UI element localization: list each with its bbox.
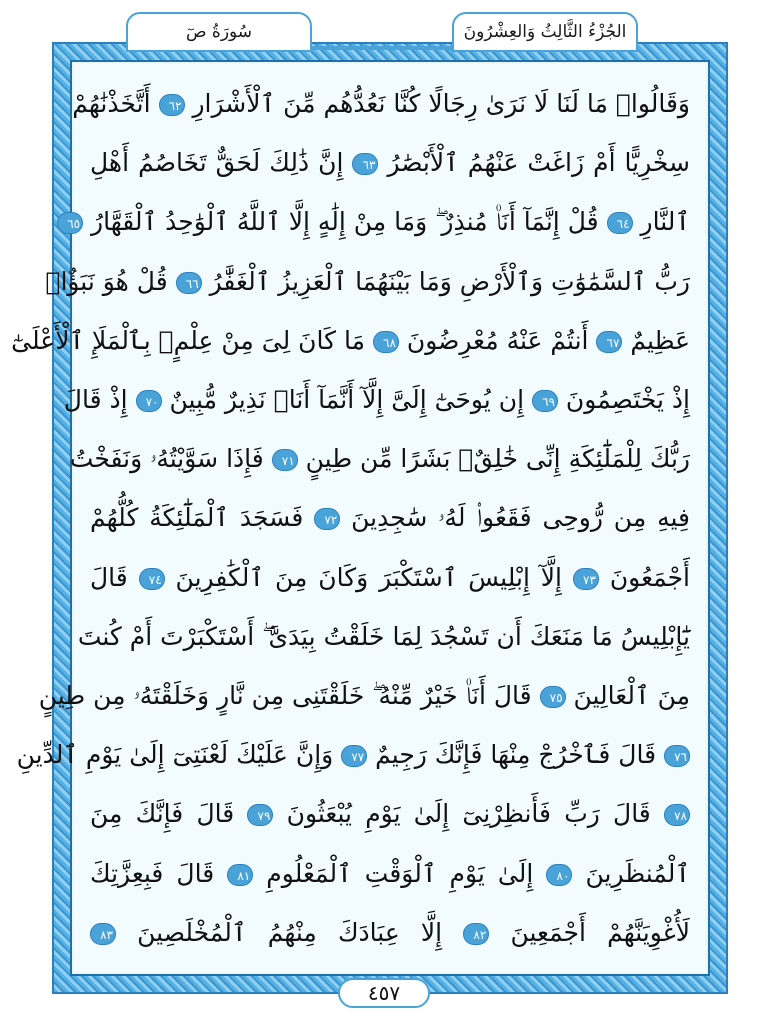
verse-line <box>90 903 690 963</box>
ayah-marker: ٧٧ <box>341 745 367 767</box>
verse-line <box>16 725 690 785</box>
ayah-marker: ٦٢ <box>159 94 185 116</box>
verse-text: إِذْ يَخْتَصِمُونَ <box>565 385 690 414</box>
verse-text: قَالَ <box>90 562 128 592</box>
ayah-marker: ٧٩ <box>247 804 273 826</box>
verse-text: قَالَ فَإِنَّكَ مِنَ <box>90 799 235 829</box>
verse-text: إِلَىٰ يَوْمِ ٱلْوَقْتِ ٱلْمَعْلُومِ <box>266 858 534 888</box>
ayah-marker: ٧٢ <box>314 508 340 530</box>
page-header <box>126 12 638 54</box>
ayah-marker: ٧٤ <box>139 568 165 590</box>
verse-line <box>63 370 690 430</box>
ayah-marker: ٦٨ <box>373 331 399 353</box>
verse-text: قُلْ إِنَّمَآ أَنَا۠ مُنذِرٌ ۖ وَمَا مِنْ إِلَٰهٍ إِلَّا ٱللَّهُ ٱلْوَٰحِدُ ٱلْقَهَّارُ <box>91 207 599 237</box>
verse-line <box>90 548 690 608</box>
header-divider <box>312 46 452 50</box>
verse-text: يَٰٓإِبْلِيسُ مَا مَنَعَكَ أَن تَسْجُدَ لِمَا خَلَقْتُ بِيَدَىَّ ۖ أَسْتَكْبَرْتَ أَمْ كُنتَ <box>77 621 690 651</box>
verse-line <box>67 192 690 252</box>
ayah-marker: ٦٩ <box>532 390 558 412</box>
verse-text: فَإِذَا سَوَّيْتُهُۥ وَنَفَخْتُ <box>69 444 264 474</box>
ayah-marker: ٧١ <box>272 449 298 471</box>
verse-text: إِن يُوحَىٰٓ إِلَىَّ إِلَّآ أَنَّمَآ أَنَا۠ نَذِيرٌ مُّبِينٌ <box>169 385 525 414</box>
verse-text: قَالَ فَبِعِزَّتِكَ <box>90 858 215 888</box>
ayah-marker: ٦٦ <box>176 272 202 294</box>
verse-line <box>72 74 690 134</box>
juz-label: الجُزْءُ الثَّالِثُ وَالعِشْرُونَ <box>452 12 638 52</box>
ayah-marker: ٦٥ <box>57 212 83 234</box>
ayah-marker: ٧٣ <box>573 568 599 590</box>
verse-text: رَبُّ ٱلسَّمَٰوَٰتِ وَٱلْأَرْضِ وَمَا بَيْنَهُمَا ٱلْعَزِيزُ ٱلْغَفَّٰرُ <box>209 266 690 296</box>
verse-text: عَظِيمٌ <box>630 325 690 355</box>
verse-text: لَأُغْوِيَنَّهُمْ أَجْمَعِينَ <box>510 917 690 947</box>
verse-line <box>77 607 690 667</box>
verse-line <box>90 844 690 904</box>
ayah-marker: ٦٣ <box>352 153 378 175</box>
surah-label: سُورَةُ صٓ <box>126 12 312 52</box>
ayah-marker: ٧٠ <box>136 390 162 412</box>
verse-line <box>90 488 690 548</box>
verse-text: قَالَ فَٱخْرُجْ مِنْهَا فَإِنَّكَ رَجِيمٌ <box>375 740 657 770</box>
verse-line <box>38 666 690 726</box>
verse-text: ٱلْمُنظَرِينَ <box>585 858 691 888</box>
verse-text: قُلْ هُوَ نَبَؤٌا۟ <box>45 266 168 296</box>
verse-text: إِلَّا عِبَادَكَ مِنْهُمُ ٱلْمُخْلَصِينَ <box>137 917 443 947</box>
verse-line <box>90 133 690 193</box>
ayah-marker: ٦٧ <box>596 331 622 353</box>
verse-text: وَقَالُوا۟ مَا لَنَا لَا نَرَىٰ رِجَالًا كُنَّا نَعُدُّهُم مِّنَ ٱلْأَشْرَارِ <box>192 89 690 118</box>
verse-text: فَسَجَدَ ٱلْمَلَٰٓئِكَةُ كُلُّهُمْ <box>90 503 304 533</box>
verse-text: أَنتُمْ عَنْهُ مُعْرِضُونَ <box>406 325 589 355</box>
verse-line <box>90 784 690 844</box>
verse-text: إِنَّ ذَٰلِكَ لَحَقٌّ تَخَاصُمُ أَهْلِ <box>90 148 344 178</box>
verse-line <box>45 252 690 312</box>
text-area <box>11 64 706 972</box>
ayah-marker: ٧٥ <box>540 686 566 708</box>
verse-line <box>11 311 690 371</box>
verse-text: وَإِنَّ عَلَيْكَ لَعْنَتِىٓ إِلَىٰ يَوْمِ ٱلدِّينِ <box>16 740 334 770</box>
verse-text: مَا كَانَ لِىَ مِنْ عِلْمٍۭ بِٱلْمَلَإِ ٱلْأَعْلَىٰٓ <box>11 325 365 355</box>
verse-text: رَبُّكَ لِلْمَلَٰٓئِكَةِ إِنِّى خَٰلِقٌۢ بَشَرًا مِّن طِينٍ <box>305 444 690 474</box>
page-number: ٤٥٧ <box>338 978 430 1008</box>
ayah-marker: ٨١ <box>227 864 253 886</box>
verse-text: مِنَ ٱلْعَالِينَ <box>573 681 690 710</box>
ayah-marker: ٨٣ <box>90 923 116 945</box>
ayah-marker: ٦٤ <box>607 212 633 234</box>
verse-text: إِذْ قَالَ <box>63 385 128 414</box>
verse-text: أَتَّخَذْنَٰهُمْ <box>72 89 151 118</box>
ayah-marker: ٧٦ <box>664 745 690 767</box>
verse-text: أَجْمَعُونَ <box>609 562 691 592</box>
verse-text: سِخْرِيًّا أَمْ زَاغَتْ عَنْهُمُ ٱلْأَبْصَٰرُ <box>387 148 690 178</box>
verse-line <box>69 429 690 489</box>
ayah-marker: ٨٢ <box>463 923 489 945</box>
verse-text: قَالَ أَنَا۠ خَيْرٌ مِّنْهُ ۖ خَلَقْتَنِى مِن نَّارٍ وَخَلَقْتَهُۥ مِن طِينٍ <box>38 681 532 710</box>
verse-text: إِلَّآ إِبْلِيسَ ٱسْتَكْبَرَ وَكَانَ مِنَ ٱلْكَٰفِرِينَ <box>175 562 562 592</box>
verse-text: قَالَ رَبِّ فَأَنظِرْنِىٓ إِلَىٰ يَوْمِ يُبْعَثُونَ <box>286 799 651 829</box>
verse-text: فِيهِ مِن رُّوحِى فَقَعُوا۟ لَهُۥ سَٰجِدِينَ <box>351 503 690 533</box>
ayah-marker: ٨٠ <box>546 864 572 886</box>
verse-text: ٱلنَّارِ <box>640 207 690 237</box>
ayah-marker: ٧٨ <box>664 804 690 826</box>
